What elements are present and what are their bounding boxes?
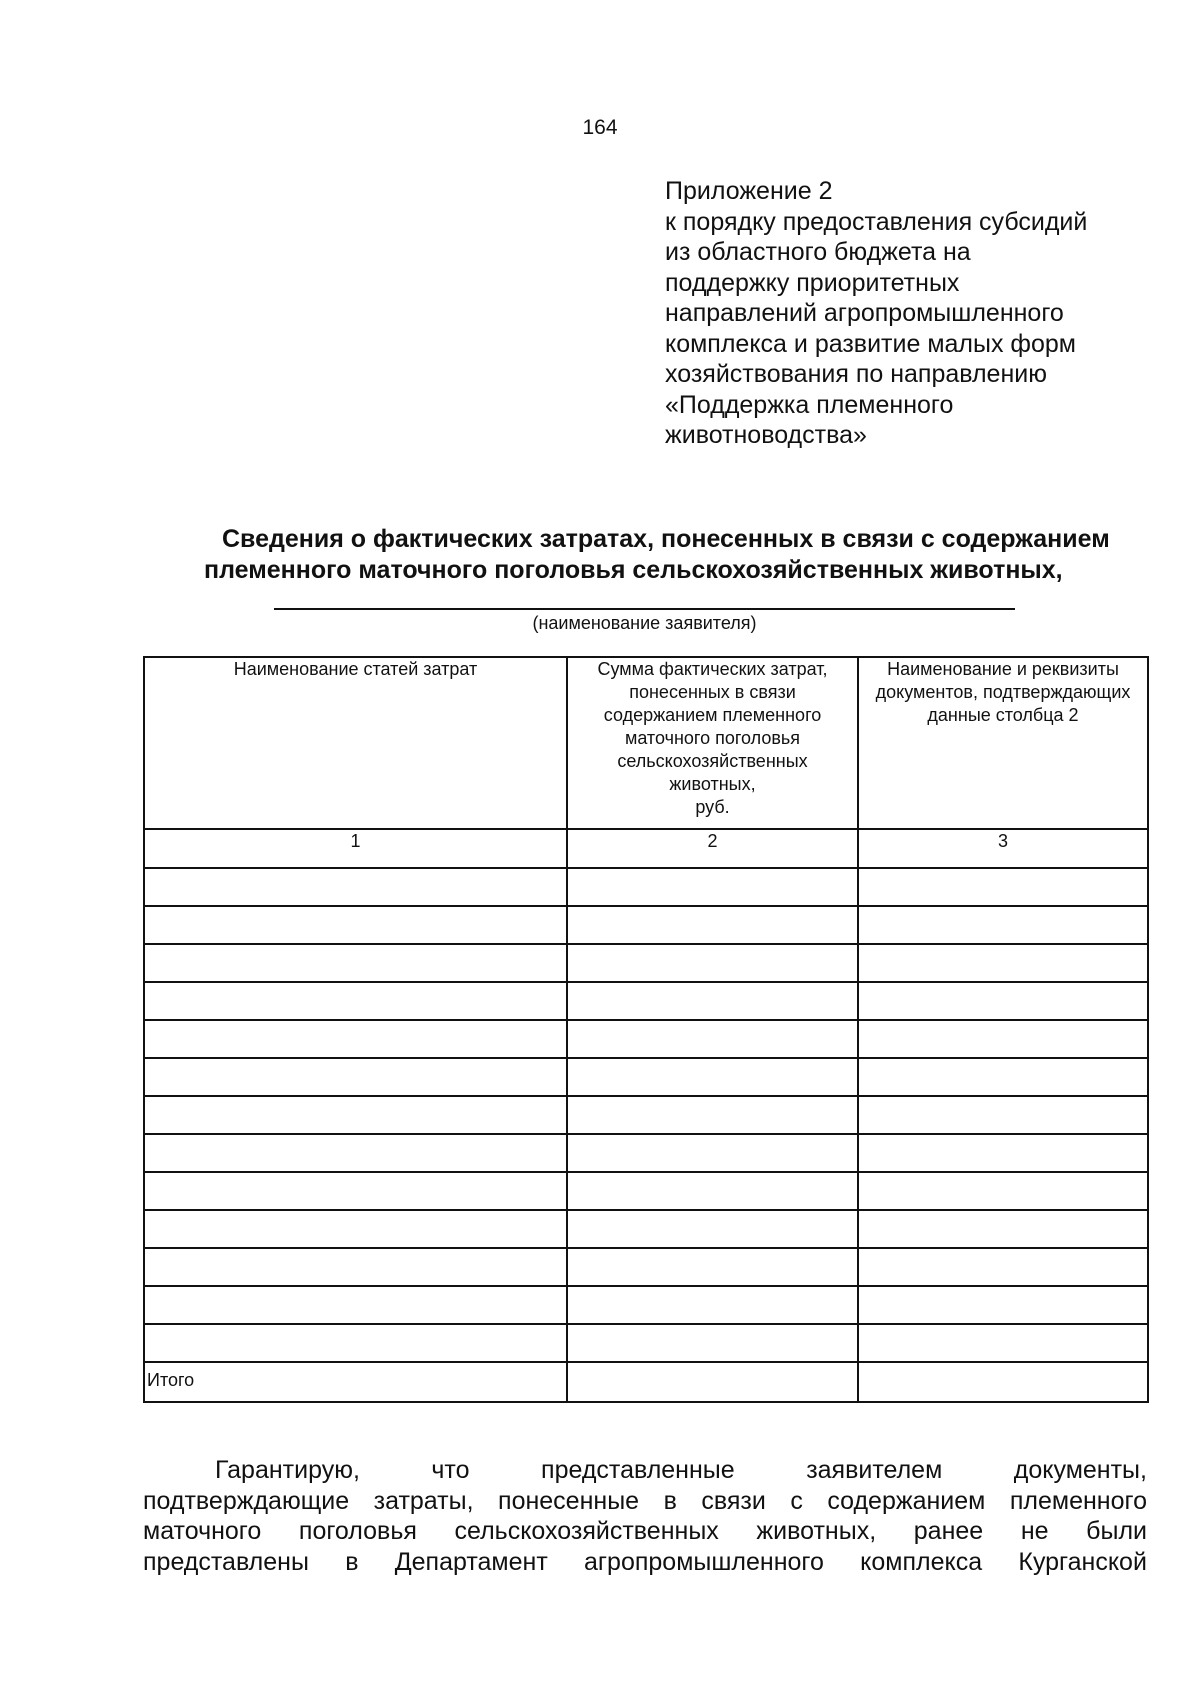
table-row	[144, 1286, 1148, 1324]
cell[interactable]	[144, 1210, 567, 1248]
cell[interactable]	[144, 982, 567, 1020]
appendix-line: направлений агропромышленного	[665, 299, 1064, 327]
appendix-line: комплекса и развитие малых форм	[665, 329, 1076, 358]
cell[interactable]	[144, 944, 567, 982]
cell[interactable]	[567, 1324, 858, 1362]
cell[interactable]	[567, 1096, 858, 1134]
total-documents-cell[interactable]	[858, 1362, 1148, 1402]
applicant-name-field[interactable]	[274, 608, 1015, 610]
appendix-line: животноводства»	[665, 421, 867, 449]
table-row	[144, 1096, 1148, 1134]
cell[interactable]	[567, 1286, 858, 1324]
total-amount-cell[interactable]	[567, 1362, 858, 1402]
table-row	[144, 1210, 1148, 1248]
cell[interactable]	[567, 1134, 858, 1172]
appendix-line: «Поддержка племенного	[665, 390, 954, 419]
cell[interactable]	[858, 1210, 1148, 1248]
guarantee-paragraph	[143, 1455, 1147, 1577]
cell[interactable]	[858, 1172, 1148, 1210]
column-number: 3	[858, 829, 1148, 868]
table-row	[144, 1248, 1148, 1286]
cell[interactable]	[144, 906, 567, 944]
cell[interactable]	[567, 944, 858, 982]
header-documents: Наименование и реквизиты документов, подтверждающих данные столбца 2	[858, 657, 1148, 829]
page-number: 164	[582, 116, 618, 139]
document-title-line-2: племенного маточного поголовья сельскохозяйственных животных,	[204, 556, 1063, 584]
cell[interactable]	[858, 1058, 1148, 1096]
cell[interactable]	[858, 1020, 1148, 1058]
cell[interactable]	[567, 1058, 858, 1096]
table-row	[144, 1058, 1148, 1096]
header-actual-costs: Сумма фактических затрат, понесенных в связи содержанием племенного маточного поголовья сельскохозяйственных животных, руб.	[567, 657, 858, 829]
cell[interactable]	[144, 868, 567, 906]
cell[interactable]	[144, 1172, 567, 1210]
table-row	[144, 906, 1148, 944]
cell[interactable]	[567, 1248, 858, 1286]
cell[interactable]	[858, 868, 1148, 906]
appendix-line: из областного бюджета на	[665, 238, 971, 266]
cell[interactable]	[858, 944, 1148, 982]
column-number: 2	[567, 829, 858, 868]
table-row	[144, 1020, 1148, 1058]
header-cost-items: Наименование статей затрат	[144, 657, 567, 829]
guarantee-line: Гарантирую, что представленные заявителем документы,	[215, 1456, 1147, 1484]
total-label: Итого	[144, 1362, 567, 1402]
appendix-line: поддержку приоритетных	[665, 268, 960, 297]
document-title-line-1: Сведения о фактических затратах, понесенных в связи с содержанием	[222, 525, 1110, 553]
guarantee-line: подтверждающие затраты, понесенные в связи с содержанием племенного	[143, 1486, 1147, 1515]
cell[interactable]	[858, 982, 1148, 1020]
cell[interactable]	[567, 868, 858, 906]
cell[interactable]	[858, 1134, 1148, 1172]
table-row	[144, 1134, 1148, 1172]
cell[interactable]	[567, 1172, 858, 1210]
cell[interactable]	[567, 982, 858, 1020]
appendix-line: хозяйствования по направлению	[665, 360, 1047, 388]
cell[interactable]	[858, 1248, 1148, 1286]
column-number-row	[144, 829, 1148, 868]
guarantee-line: маточного поголовья сельскохозяйственных животных, ранее не были	[143, 1517, 1147, 1545]
cell[interactable]	[144, 1020, 567, 1058]
table-row	[144, 1172, 1148, 1210]
cell[interactable]	[144, 1286, 567, 1324]
appendix-header	[665, 176, 1145, 451]
costs-table	[143, 656, 1149, 1403]
guarantee-line: представлены в Департамент агропромышленного комплекса Курганской	[143, 1547, 1147, 1576]
cell[interactable]	[144, 1324, 567, 1362]
table-row	[144, 982, 1148, 1020]
table-row	[144, 944, 1148, 982]
total-row	[144, 1362, 1148, 1402]
cell[interactable]	[144, 1134, 567, 1172]
cell[interactable]	[858, 906, 1148, 944]
column-number: 1	[144, 829, 567, 868]
cell[interactable]	[858, 1096, 1148, 1134]
table-row	[144, 1324, 1148, 1362]
appendix-line: Приложение 2	[665, 177, 833, 205]
cell[interactable]	[144, 1096, 567, 1134]
table-row	[144, 868, 1148, 906]
cell[interactable]	[144, 1058, 567, 1096]
cell[interactable]	[858, 1324, 1148, 1362]
cell[interactable]	[567, 1020, 858, 1058]
cell[interactable]	[144, 1248, 567, 1286]
appendix-line: к порядку предоставления субсидий	[665, 207, 1088, 236]
cell[interactable]	[567, 1210, 858, 1248]
applicant-caption: (наименование заявителя)	[532, 613, 757, 633]
cell[interactable]	[858, 1286, 1148, 1324]
cell[interactable]	[567, 906, 858, 944]
table-header-row	[144, 657, 1148, 829]
